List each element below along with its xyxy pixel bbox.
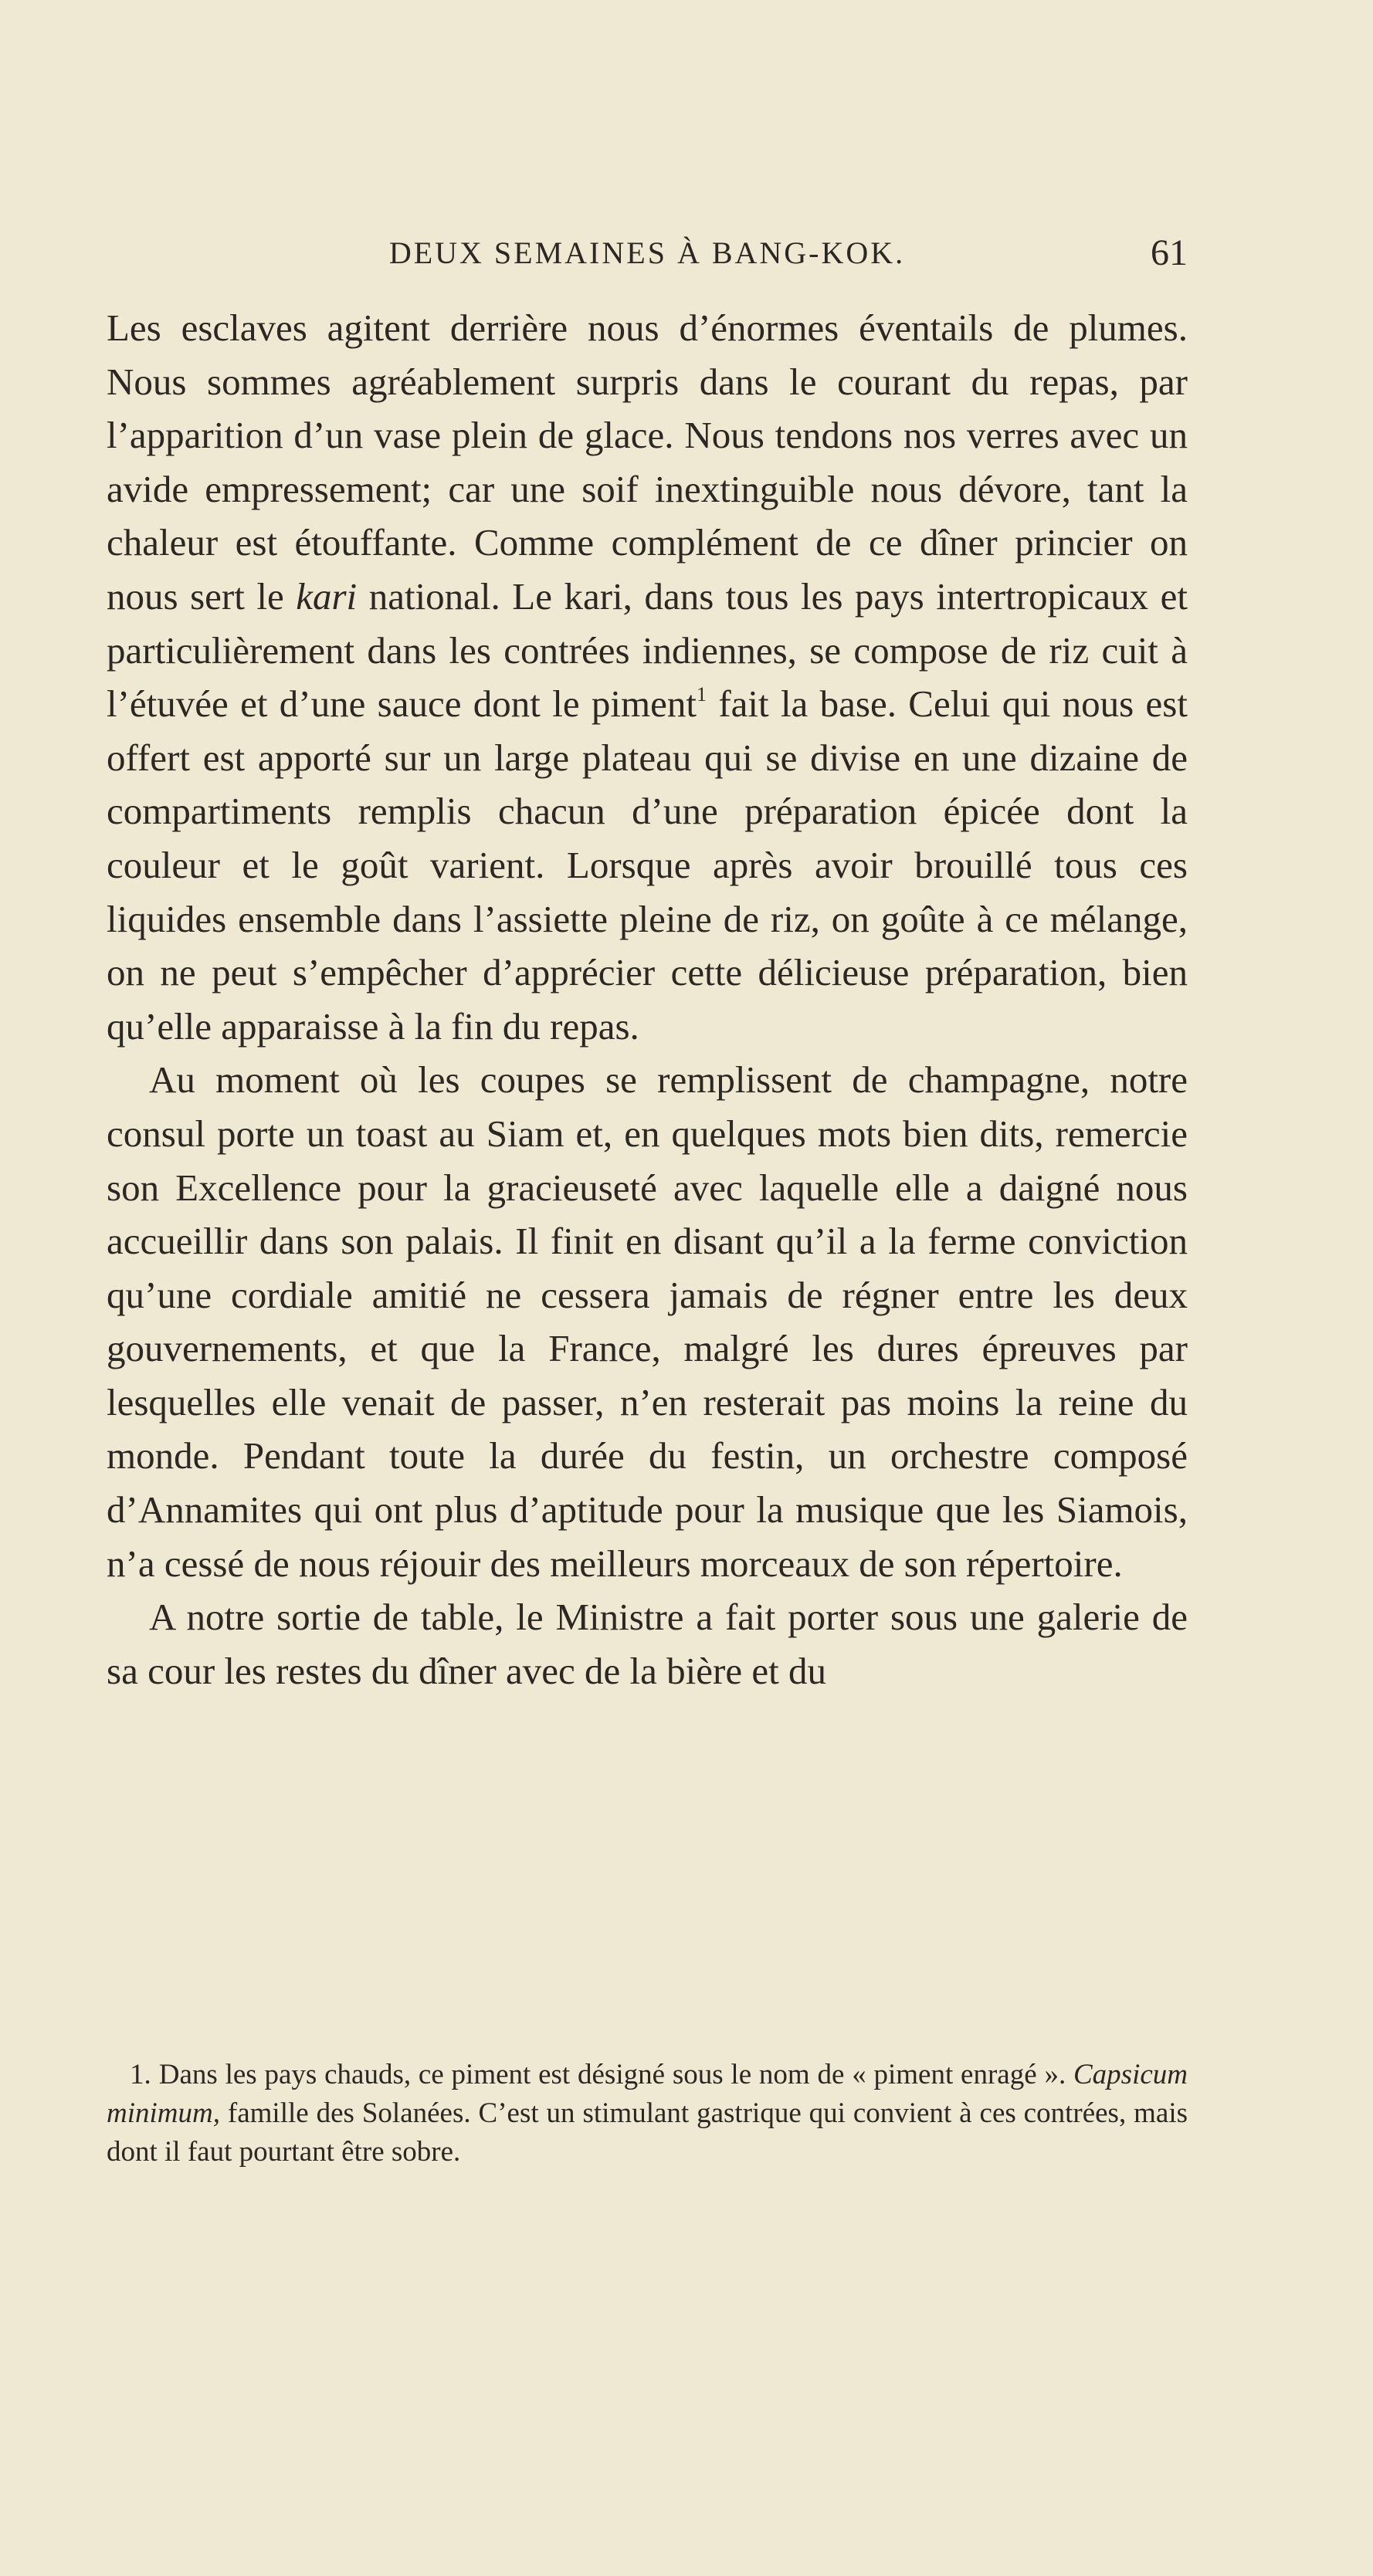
footnote: [107, 2056, 1188, 2171]
footnote-number: 1.: [130, 2059, 151, 2090]
footnote-reference[interactable]: 1: [697, 683, 707, 706]
footnote-latin-name: Capsicum minimum,: [107, 2059, 1188, 2129]
paragraph-2: Au moment où les coupes se remplissent de champagne, notre consul porte un toast au Siam et, en quelques mots bien dits, remercie son Excellence pour la gracieuseté avec laquelle elle a daigné nous accueillir dans son palais. Il finit en disant qu’il a la ferme conviction qu’une cordiale amitié ne cessera jamais de régner entre les deux gouvernements, et que la France, malgré les dures épreuves par lesquelles elle venait de passer, n’en resterait pas moins la reine du monde. Pendant toute la durée du festin, un orchestre composé d’Annamites qui ont plus d’aptitude pour la musique que les Siamois, n’a cessé de nous réjouir des meilleurs morceaux de son répertoire.: [107, 1058, 1188, 1585]
kari-term: kari: [296, 574, 358, 618]
page-number: 61: [1151, 232, 1188, 273]
body-text: [107, 301, 1188, 1698]
paragraph-1-part-a: Les esclaves agitent derrière nous d’énormes éventails de plumes. Nous sommes agréablement surpris dans le courant du repas, par l’apparition d’un vase plein de glace. Nous tendons nos verres avec un avide empressement; car une soif inextinguible nous dévore, tant la chaleur est étouffante. Comme complément de ce dîner princier on nous sert le: [107, 306, 1188, 618]
running-title: DEUX SEMAINES À BANG-KOK.: [388, 235, 906, 270]
paragraph-1-part-c: fait la base. Celui qui nous est offert est apporté sur un large plateau qui se divise en une dizaine de compartiments remplis chacun d’une préparation épicée dont la couleur et le goût varient. Lorsque après avoir brouillé tous ces liquides ensemble dans l’assiette pleine de riz, on goûte à ce mélange, on ne peut s’empêcher d’apprécier cette délicieuse préparation, bien qu’elle apparaisse à la fin du repas.: [107, 682, 1188, 1048]
running-head: [107, 232, 1188, 278]
footnote-text-b: famille des Solanées. C’est un stimulant gastrique qui convient à ces contrées, mais dont il faut pourtant être sobre.: [107, 2097, 1188, 2168]
footnote-text-a: Dans les pays chauds, ce piment est désigné sous le nom de « piment enragé ».: [158, 2059, 1073, 2090]
paragraph-1: [107, 301, 1188, 1053]
paragraph-1-part-b: national. Le kari, dans tous les pays intertropicaux et particulièrement dans les contrées indiennes, se compose de riz cuit à l’étuvée et d’une sauce dont le piment: [107, 574, 1188, 726]
paragraph-3: A notre sortie de table, le Ministre a fait porter sous une galerie de sa cour les restes du dîner avec de la bière et du: [107, 1596, 1188, 1692]
